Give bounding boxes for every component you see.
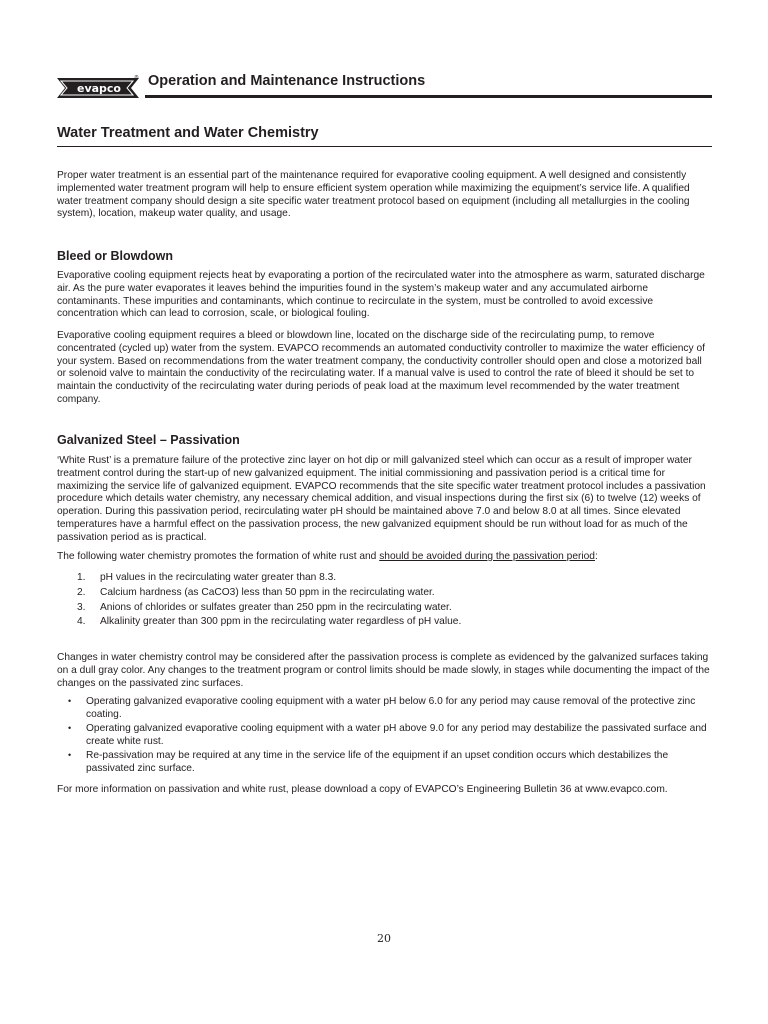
- avoid-chemistry-lead: The following water chemistry promotes the formation of white rust and: [57, 551, 380, 562]
- avoid-chemistry-end: :: [594, 551, 598, 562]
- page-number: 20: [377, 932, 391, 945]
- evapco-logo: [55, 74, 141, 102]
- list-text: Anions of chlorides or sulfates greater than 250 ppm in the recirculating water.: [100, 601, 452, 613]
- white-rust-conditions-list: [57, 571, 712, 630]
- avoid-chemistry-underlined: should be avoided during the passivation period: [379, 551, 595, 562]
- list-item: [57, 601, 712, 616]
- more-info-paragraph: For more information on passivation and white rust, please download a copy of EVAPCO’s Engineering Bulletin 36 at www.evapco.com.: [57, 784, 668, 795]
- list-number: 1.: [77, 572, 86, 583]
- avoid-chemistry-paragraph: [57, 551, 598, 564]
- bullet-icon: •: [68, 750, 72, 761]
- section-divider: [57, 146, 712, 147]
- list-item: [57, 571, 712, 586]
- intro-paragraph: Proper water treatment is an essential part of the maintenance required for evaporative cooling equipment. A well designed and consistently implemented water treatment program will help to ensure efficient system operation while maximizing the equipment’s service life. A qualified water treatment company should design a site specific water treatment protocol based on equipment (including all metallurgies in the cooling system), location, makeup water quality, and usage.: [57, 170, 690, 220]
- white-rust-paragraph: ‘White Rust’ is a premature failure of the protective zinc layer on hot dip or mill galvanized steel which can occur as a result of improper water treatment control during the start-up of new galvanized equipment. The initial commissioning and passivation period is a critical time for maximizing the service life of galvanized equipment. EVAPCO recommends that the site specific water treatment protocol includes a passivation procedure which details water chemistry, any necessary chemical addition, and visual inspections during the first six (6) to twelve (12) weeks of operation. During this passivation period, recirculating water pH should be maintained above 7.0 and below 8.0 at all times. Since elevated temperatures have a harmful effect on the passivation process, the new galvanized equipment should be run without load for as much of the passivation period as is practical.: [57, 455, 706, 543]
- galvanized-heading: Galvanized Steel – Passivation: [57, 433, 240, 447]
- bullet-item: [57, 750, 712, 776]
- list-item: [57, 615, 712, 630]
- bullet-text: Operating galvanized evaporative cooling equipment with a water pH above 9.0 for any period may destabilize the passivated surface and create white rust.: [86, 723, 707, 747]
- list-text: Calcium hardness (as CaCO3) less than 50 ppm in the recirculating water.: [100, 586, 435, 598]
- ph-warnings-list: [57, 696, 712, 777]
- bullet-icon: •: [68, 696, 72, 706]
- bullet-text: Re-passivation may be required at any time in the service life of the equipment if an upset condition occurs which destabilizes the passivated zinc surface.: [86, 750, 669, 774]
- chemistry-changes-paragraph: Changes in water chemistry control may be considered after the passivation process is complete as evidenced by the galvanized surfaces taking on a dull gray color. Any changes to the treatment program or control limits should be made slowly, in stages while documenting the impact of the changes on the passivated zinc surfaces.: [57, 652, 710, 689]
- list-text: Alkalinity greater than 300 ppm in the recirculating water regardless of pH value.: [100, 616, 462, 628]
- bullet-text: Operating galvanized evaporative cooling equipment with a water pH below 6.0 for any period may cause removal of the protective zinc coating.: [86, 696, 696, 720]
- list-item: [57, 586, 712, 601]
- list-number: 3.: [77, 601, 86, 613]
- section-title: Water Treatment and Water Chemistry: [57, 125, 319, 141]
- page-header: [55, 70, 712, 100]
- header-title: Operation and Maintenance Instructions: [148, 73, 426, 89]
- bullet-icon: •: [68, 723, 72, 734]
- registered-mark: ®: [134, 75, 139, 81]
- list-text: pH values in the recirculating water greater than 8.3.: [100, 572, 337, 583]
- bleed-heading: Bleed or Blowdown: [57, 249, 173, 263]
- bleed-paragraph-2: Evaporative cooling equipment requires a bleed or blowdown line, located on the discharge side of the recirculating pump, to remove concentrated (cycled up) water from the system. EVAPCO recommends an automated conductivity controller to maximize the water efficiency of your system. Based on recommendations from the water treatment company, the conductivity controller should open and close a motorized ball or solenoid valve to maintain the conductivity of the recirculating water. If a manual valve is used to control the rate of bleed it should be set to maintain the conductivity of the recirculating water during periods of peak load at the maximum level recommended by the water treatment company.: [57, 330, 705, 405]
- list-number: 4.: [77, 616, 86, 628]
- bullet-item: [57, 696, 712, 722]
- header-rule: [145, 95, 712, 98]
- list-number: 2.: [77, 586, 86, 598]
- logo-text: evapco: [76, 82, 122, 95]
- bullet-item: [57, 723, 712, 749]
- bleed-paragraph-1: Evaporative cooling equipment rejects heat by evaporating a portion of the recirculated water into the atmosphere as warm, saturated discharge air. As the pure water evaporates it leaves behind the impurities found in the system’s makeup water and any accumulated airborne contaminants. These impurities and contaminants, which continue to recirculate in the system, must be controlled to avoid excessive concentration which can lead to corrosion, scale, or biological fouling.: [57, 270, 705, 320]
